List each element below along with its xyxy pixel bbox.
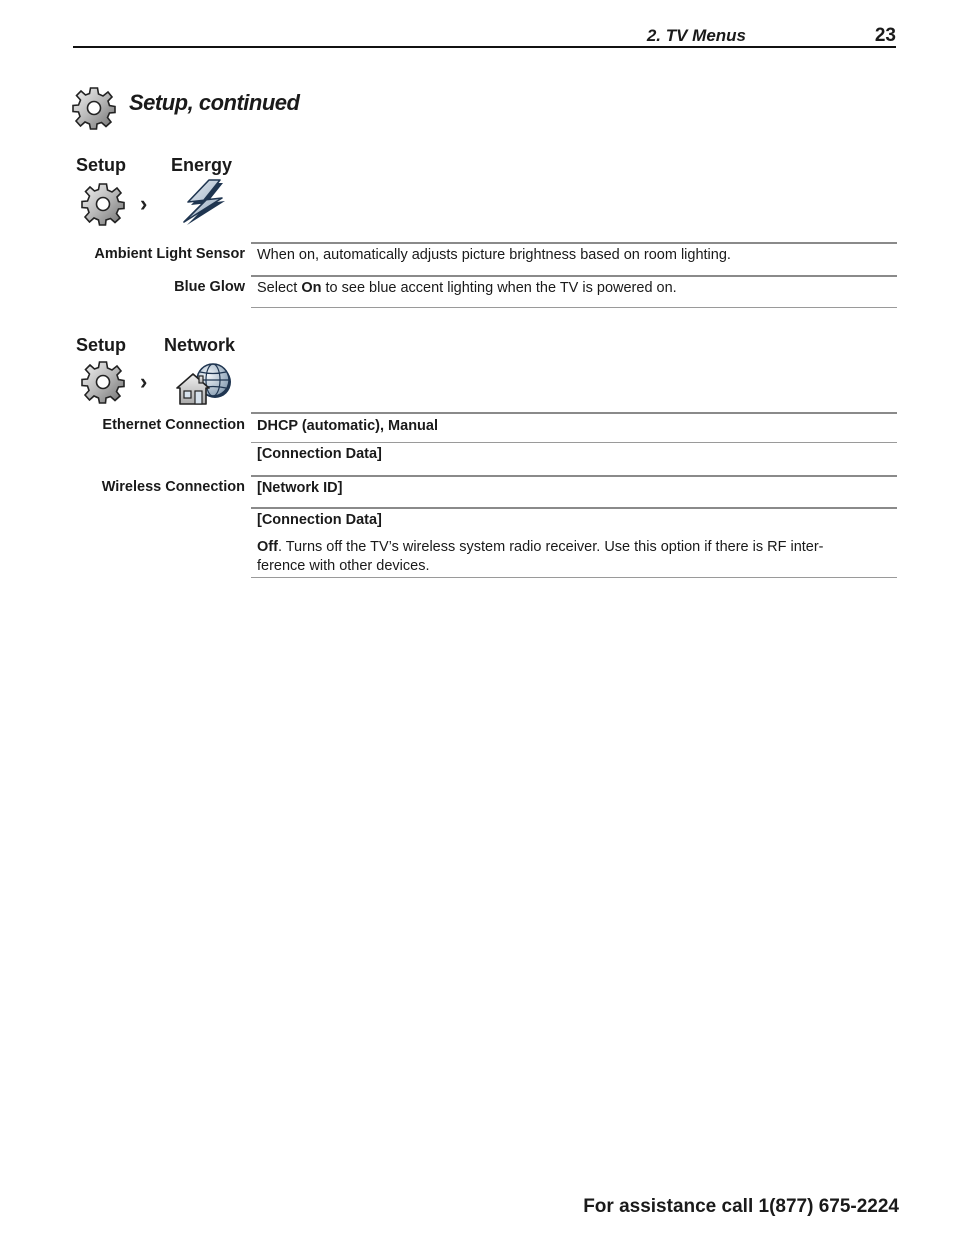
breadcrumb-network-label: Network (164, 335, 236, 355)
option-value-dhcp-manual: DHCP (automatic), Manual (257, 418, 439, 434)
table-rule (251, 577, 897, 578)
option-label-blue-glow: Blue Glow (174, 279, 245, 295)
table-rule (251, 507, 897, 509)
network-house-icon (173, 360, 231, 408)
gear-icon (81, 182, 125, 226)
gear-icon (81, 360, 125, 404)
chapter-title: 2. TV Menus (646, 26, 746, 45)
breadcrumb-separator: › (140, 369, 148, 394)
gear-icon (72, 86, 116, 130)
page-number: 23 (874, 25, 896, 46)
option-value-connection-data: [Connection Data] (257, 512, 382, 528)
breadcrumb-setup-label: Setup (76, 155, 127, 175)
table-rule (251, 242, 897, 244)
breadcrumb-setup-label: Setup (76, 335, 127, 355)
header-rule (73, 46, 896, 48)
section-title: Setup, continued (129, 90, 300, 115)
table-rule (251, 442, 897, 443)
option-value-connection-data: [Connection Data] (257, 446, 382, 462)
lightning-icon (176, 178, 232, 228)
table-rule (251, 412, 897, 414)
option-label-wireless-connection: Wireless Connection (101, 479, 245, 495)
table-rule (251, 275, 897, 277)
table-rule (251, 307, 897, 308)
table-rule (251, 475, 897, 477)
option-description: When on, automatically adjusts picture brightness based on room lighting. (257, 247, 731, 263)
assistance-footer: For assistance call 1(877) 675-2224 (583, 1196, 899, 1217)
breadcrumb-separator: › (140, 191, 148, 216)
option-value-network-id: [Network ID] (257, 480, 343, 496)
option-description: Select On to see blue accent lighting when the TV is powered on. (257, 280, 677, 296)
option-label-ethernet-connection: Ethernet Connection (102, 417, 245, 433)
option-label-ambient-light-sensor: Ambient Light Sensor (94, 246, 245, 262)
option-description-off: Off. Turns off the TV’s wireless system radio receiver. Use this option if there is RF inter- ference with other devices. (257, 539, 824, 574)
breadcrumb-energy-label: Energy (171, 155, 233, 175)
